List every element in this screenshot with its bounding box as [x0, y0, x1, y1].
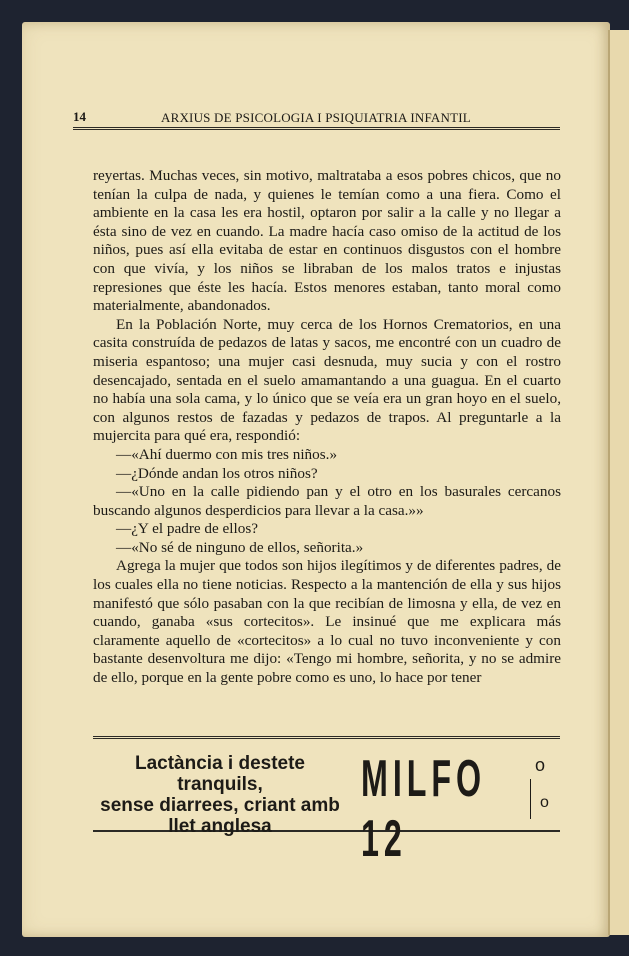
ad-brand-name: MILFO 12 — [361, 750, 487, 868]
ad-slogan-line: sense diarrees, criant amb — [100, 795, 340, 816]
ad-slogan-line: Lactància i destete tranquils, — [134, 753, 306, 795]
advertisement — [93, 736, 560, 868]
dialogue-line: —«Ahí duermo con mis tres niños.» — [116, 445, 338, 463]
dialogue-line: —¿Dónde andan los otros niños? — [116, 464, 318, 482]
journal-title: ARXIUS DE PSICOLOGIA I PSIQUIATRIA INFANTIL — [161, 110, 471, 125]
page-number: 14 — [73, 109, 86, 124]
ad-slogan — [95, 753, 345, 837]
ad-degree-mark: o — [535, 755, 546, 775]
paragraph: reyertas. Muchas veces, sin motivo, maltrataba a esos pobres chicos, que no tenían la culpa de nada, y quienes le temían como a una fiera. Como el ambiente en la casa les era hostil, optaron por salir a la calle y no llegar a ésta sino de vez en cuando. La madre hacía caso omiso de la actitud de los niños, pues así ella evitaba de estar en continuos disgustos con el hombre con que vivía, y los niños se libraban de los malos tratos e injustas represiones que éste les hacía. Estos menores estaban, tanto moral como materialmente, abandonados. — [93, 167, 561, 315]
ad-slogan-line: llet anglesa — [168, 816, 272, 837]
dialogue-line: —«Uno en la calle pidiendo pan y el otro en los basurales cercanos buscando algunos desperdicios para llevar a la casa.»» — [93, 483, 561, 519]
article-body — [93, 167, 561, 688]
ad-divider — [530, 779, 531, 819]
paragraph: En la Población Norte, muy cerca de los Hornos Crematorios, en una casita construída de pedazos de latas y sacos, me encontré con un cuadro de miseria espantoso; una mujer casi desnuda, muy sucia y con el rostro desencajado, sentada en el suelo amamantando a una guagua. En el cuarto no había una sola cama, y lo único que se veía era un gran hoyo en el suelo, con algunos restos de fazadas y pedazos de trapos. Al preguntarle a la mujercita para qué era, respondió: — [93, 315, 561, 445]
running-header — [73, 109, 560, 130]
dialogue-line: —«No sé de ninguno de ellos, señorita.» — [116, 538, 364, 556]
adjacent-page-edge — [608, 30, 629, 935]
paragraph: Agrega la mujer que todos son hijos ilegítimos y de diferentes padres, de los cuales ella no tiene noticias. Respecto a la mantención de ella y sus hijos manifestó que sólo pasaban con la que recibían de limosna y ella, de vez en cuando, ganaba «sus cortecitos». Le insinué que me explicara más claramente aquello de «cortecitos» a lo cual no tuvo inconveniente y con bastante desenvoltura me dijo: «Tengo mi hombre, señorita, y no se admire de ello, porque en la gente pobre como es uno, lo hace por tener — [93, 557, 561, 687]
dialogue-line: —¿Y el padre de ellos? — [116, 520, 258, 538]
ad-suffix-mark: o — [540, 794, 549, 811]
